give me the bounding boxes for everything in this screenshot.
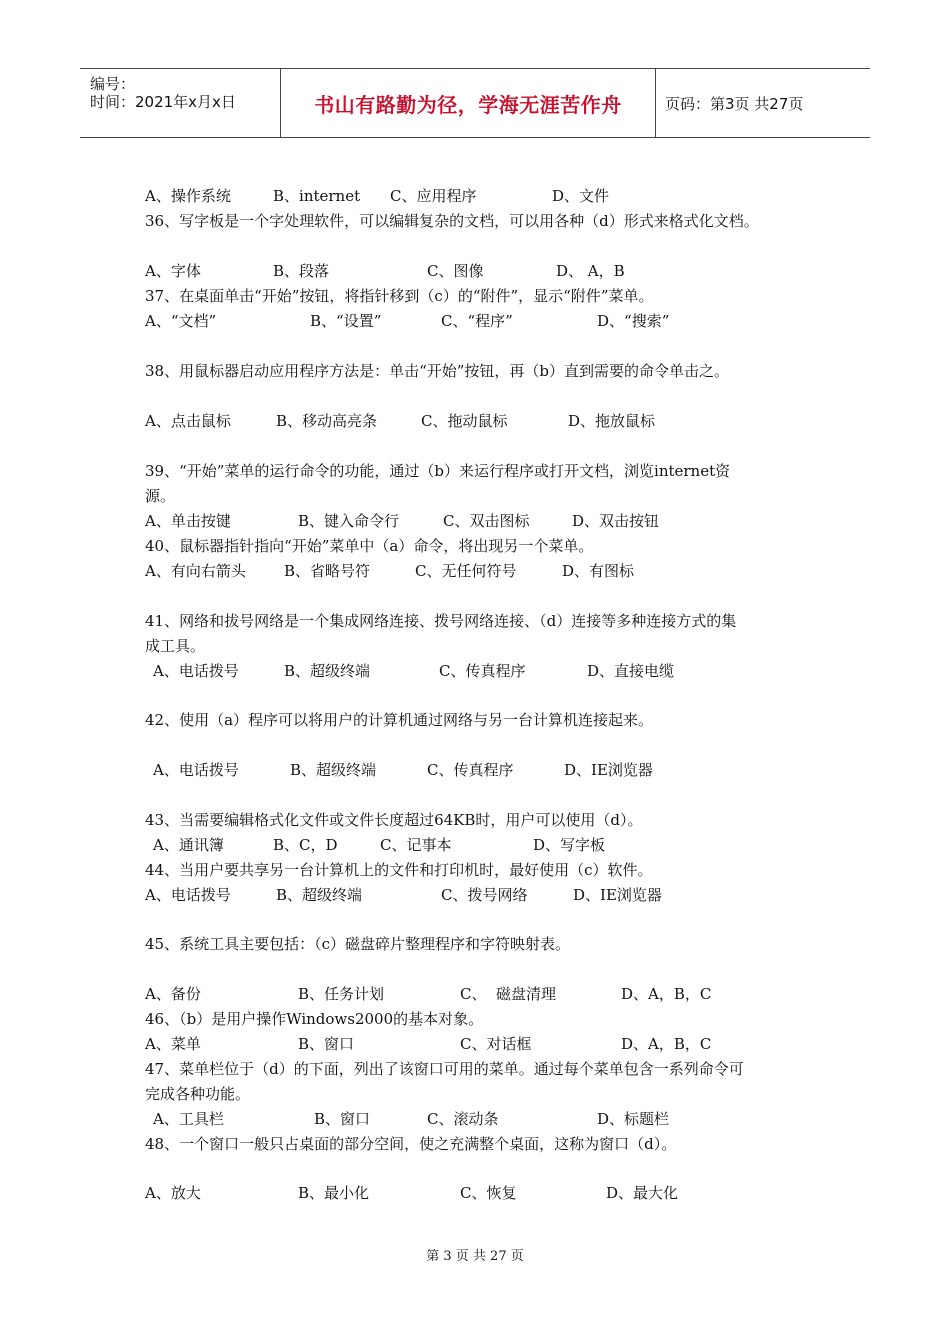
option-c: C、“程序” [441, 312, 513, 330]
option-d: D、拖放鼠标 [568, 412, 656, 430]
option-a: A、电话拨号 [153, 662, 239, 680]
option-c: C、滚动条 [427, 1110, 499, 1128]
question-41-line2: 成工具。 [145, 637, 206, 655]
question-42: 42、使用（a）程序可以将用户的计算机通过网络与另一台计算机连接起来。 [145, 711, 654, 729]
option-b: B、超级终端 [290, 761, 377, 779]
option-b: B、键入命令行 [298, 512, 400, 530]
option-b: B、任务计划 [298, 985, 385, 1003]
option-b: B、超级终端 [284, 662, 371, 680]
option-b: B、超级终端 [276, 886, 363, 904]
number-label: 编号： [90, 75, 136, 93]
option-c: C、双击图标 [443, 512, 530, 530]
option-b: B、省略号符 [284, 562, 371, 580]
option-a: A、电话拨号 [145, 886, 231, 904]
q38-options [145, 411, 845, 431]
q42-options [145, 760, 845, 780]
page-footer: 第 3 页 共 27 页 [426, 1249, 524, 1264]
option-c: C、应用程序 [390, 187, 477, 205]
option-b: B、“设置” [310, 312, 382, 330]
question-44: 44、当用户要共享另一台计算机上的文件和打印机时，最好使用（c）软件。 [145, 861, 653, 879]
option-d: D、IE浏览器 [564, 761, 653, 779]
question-45: 45、系统工具主要包括：（c）磁盘碎片整理程序和字符映射表。 [145, 935, 570, 953]
header-motto-cell [280, 69, 656, 137]
q46-options [145, 1034, 845, 1054]
option-b: B、段落 [273, 262, 330, 280]
option-a: A、菜单 [145, 1035, 201, 1053]
option-c: C、图像 [427, 262, 484, 280]
question-39-line2: 源。 [145, 487, 176, 505]
question-39-line1: 39、“开始”菜单的运行命令的功能，通过（b）来运行程序或打开文档，浏览internet资 [145, 462, 731, 480]
option-a: A、放大 [145, 1184, 201, 1202]
option-c: C、传真程序 [439, 662, 526, 680]
option-d: D、写字板 [533, 836, 606, 854]
option-a: A、电话拨号 [153, 761, 239, 779]
header-meta [80, 69, 280, 137]
option-b: B、internet [273, 187, 361, 205]
question-47-line1: 47、菜单栏位于（d）的下面，列出了该窗口可用的菜单。通过每个菜单包含一系列命令可 [145, 1060, 744, 1078]
option-c: C、拨号网络 [441, 886, 528, 904]
question-37: 37、在桌面单击“开始”按钮，将指针移到（c）的“附件”，显示“附件”菜单。 [145, 287, 654, 305]
q45-options [145, 984, 845, 1004]
option-d: D、直接电缆 [587, 662, 675, 680]
q37-options [145, 311, 845, 331]
option-b: B、最小化 [298, 1184, 370, 1202]
q44-options [145, 885, 845, 905]
q43-options [145, 835, 845, 855]
option-b: B、C，D [273, 836, 338, 854]
option-a: A、有向右箭头 [145, 562, 246, 580]
option-b: B、窗口 [298, 1035, 355, 1053]
option-a: A、字体 [145, 262, 201, 280]
time-label: 时间：2021年x月x日 [90, 93, 236, 111]
option-c: C、记事本 [380, 836, 452, 854]
q41-options [145, 661, 845, 681]
page-header [80, 68, 870, 138]
q35-options [145, 186, 845, 206]
option-d: D、 A，B [556, 262, 625, 280]
q36-options [145, 261, 845, 281]
header-page-cell [655, 69, 870, 137]
option-b: B、移动高亮条 [276, 412, 378, 430]
option-c: C、拖动鼠标 [421, 412, 508, 430]
question-43: 43、当需要编辑格式化文件或文件长度超过64KB时，用户可以使用（d）。 [145, 811, 643, 829]
option-a: A、单击按键 [145, 512, 231, 530]
option-c: C、 磁盘清理 [460, 985, 557, 1003]
header-motto: 书山有路勤为径，学海无涯苦作舟 [314, 92, 622, 117]
option-b: B、窗口 [314, 1110, 371, 1128]
option-d: D、A，B，C [621, 985, 712, 1003]
option-d: D、有图标 [562, 562, 635, 580]
option-a: A、通讯簿 [153, 836, 224, 854]
question-38: 38、用鼠标器启动应用程序方法是：单击“开始”按钮，再（b）直到需要的命令单击之。 [145, 362, 730, 380]
question-48: 48、一个窗口一般只占桌面的部分空间，使之充满整个桌面，这称为窗口（d）。 [145, 1135, 677, 1153]
option-d: D、最大化 [606, 1184, 679, 1202]
option-a: A、点击鼠标 [145, 412, 231, 430]
q39-options [145, 511, 845, 531]
option-d: D、文件 [552, 187, 610, 205]
option-a: A、“文档” [145, 312, 217, 330]
question-40: 40、鼠标器指针指向“开始”菜单中（a）命令，将出现另一个菜单。 [145, 537, 594, 555]
question-36: 36、写字板是一个字处理软件，可以编辑复杂的文档，可以用各种（d）形式来格式化文档。 [145, 212, 759, 230]
option-c: C、对话框 [460, 1035, 532, 1053]
q48-options [145, 1183, 845, 1203]
option-d: D、“搜索” [597, 312, 670, 330]
option-d: D、A，B，C [621, 1035, 712, 1053]
option-a: A、工具栏 [153, 1110, 224, 1128]
option-c: C、恢复 [460, 1184, 517, 1202]
header-page-info: 页码：第3页 共27页 [665, 94, 804, 113]
option-d: D、IE浏览器 [573, 886, 662, 904]
q40-options [145, 561, 845, 581]
option-c: C、无任何符号 [415, 562, 517, 580]
option-a: A、备份 [145, 985, 201, 1003]
question-47-line2: 完成各种功能。 [145, 1085, 251, 1103]
option-c: C、传真程序 [427, 761, 514, 779]
question-41-line1: 41、网络和拔号网络是一个集成网络连接、拨号网络连接、（d）连接等多种连接方式的集 [145, 612, 737, 630]
question-46: 46、（b）是用户操作Windows2000的基本对象。 [145, 1010, 484, 1028]
option-a: A、操作系统 [145, 187, 231, 205]
option-d: D、标题栏 [597, 1110, 670, 1128]
q47-options [145, 1109, 845, 1129]
option-d: D、双击按钮 [572, 512, 660, 530]
